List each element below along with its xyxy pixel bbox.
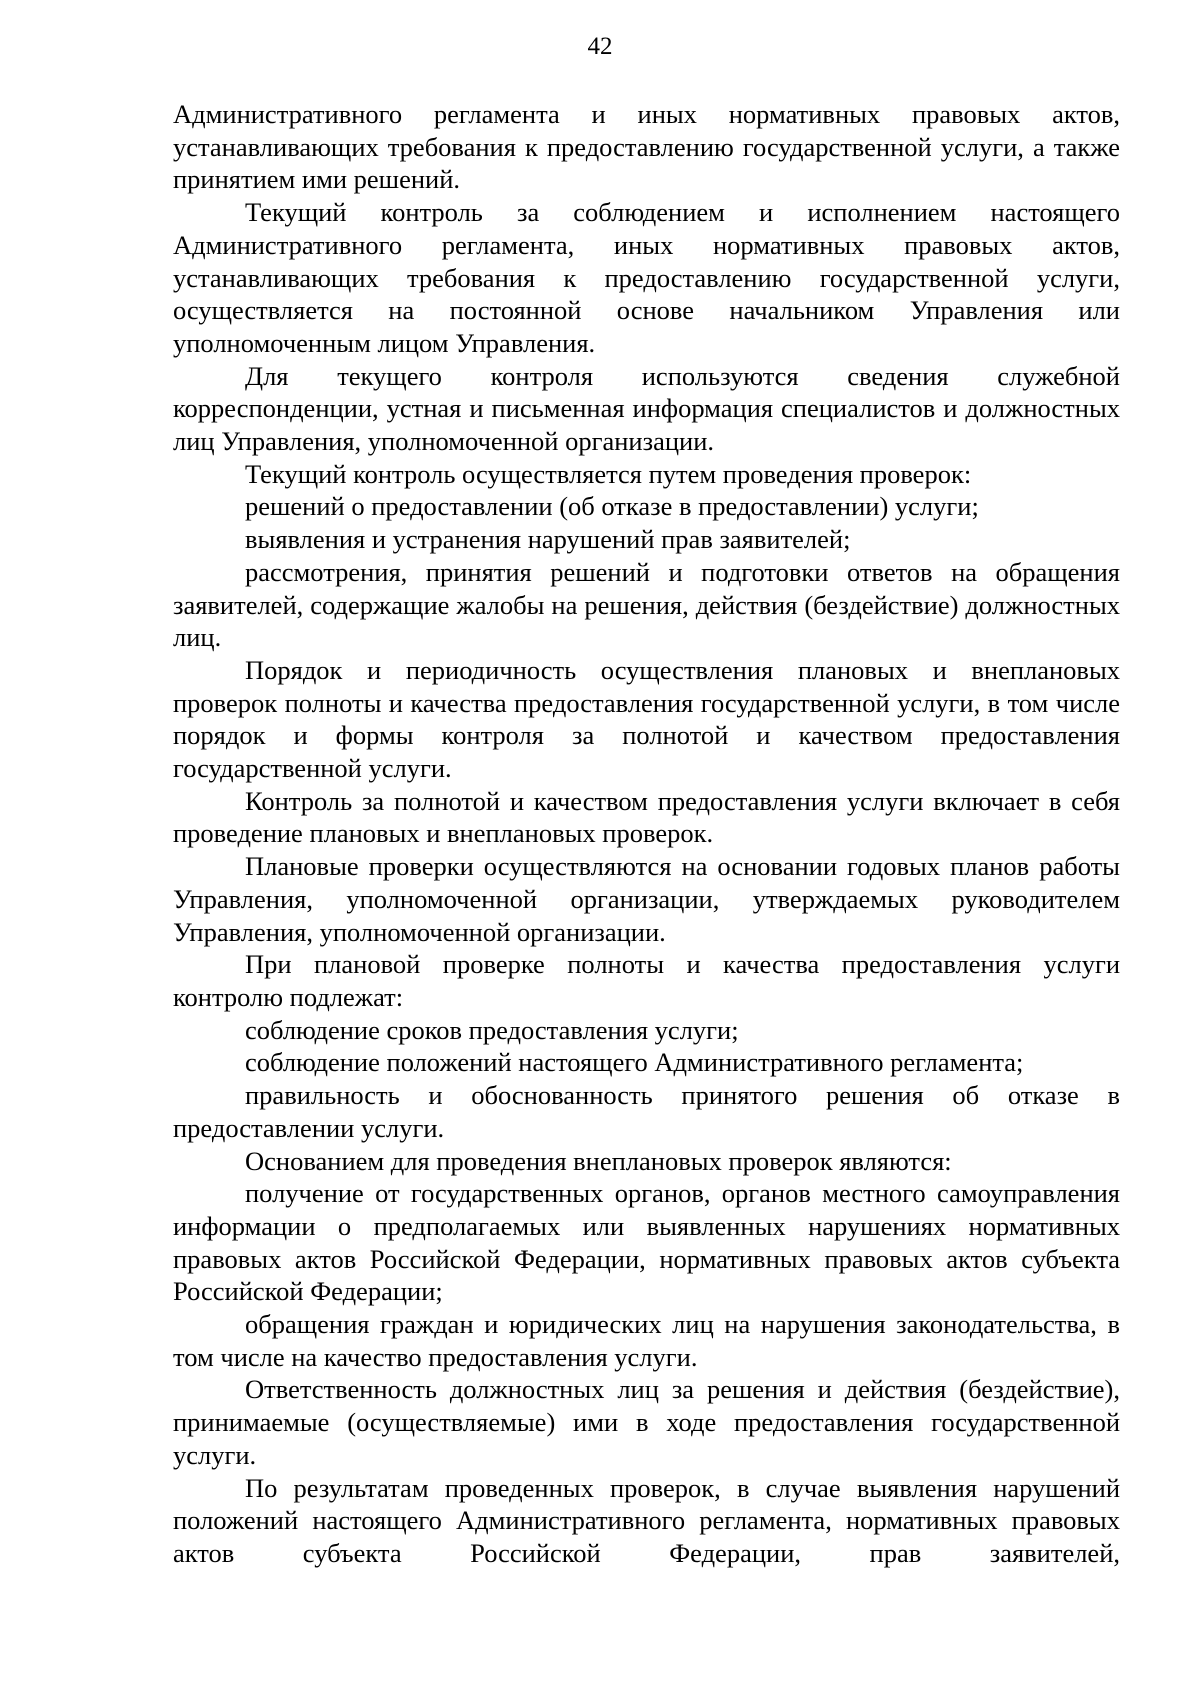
paragraph: Порядок и периодичность осуществления плановых и внеплановых проверок полноты и качества предоставления государственной услуги, в том числе порядок и формы контроля за полнотой и качеством предоставления государственной услуги. (173, 654, 1120, 784)
paragraph: рассмотрения, принятия решений и подготовки ответов на обращения заявителей, содержащие жалобы на решения, действия (бездействие) должностных лиц. (173, 556, 1120, 653)
paragraph: По результатам проведенных проверок, в случае выявления нарушений положений настоящего Административного регламента, нормативных правовых актов субъекта Российской Федерации, прав заявителей, (173, 1472, 1120, 1568)
paragraph: Ответственность должностных лиц за решения и действия (бездействие), принимаемые (осуществляемые) ими в ходе предоставления государственной услуги. (173, 1374, 1120, 1470)
paragraph: Контроль за полнотой и качеством предоставления услуги включает в себя проведение плановых и внеплановых проверок. (173, 785, 1120, 849)
paragraph-continuation: Административного регламента и иных нормативных правовых актов, устанавливающих требования к предоставлению государственной услуги, а также принятием ими решений. (173, 99, 1120, 195)
paragraph: Для текущего контроля используются сведения служебной корреспонденции, устная и письменная информация специалистов и должностных лиц Управления, уполномоченной организации. (173, 360, 1120, 457)
page-number: 42 (587, 33, 613, 60)
paragraph: правильность и обоснованность принятого решения об отказе в предоставлении услуги. (173, 1080, 1120, 1143)
document-body (173, 98, 1120, 1570)
paragraph: Плановые проверки осуществляются на основании годовых планов работы Управления, уполномоченной организации, утверждаемых руководителем Управления, уполномоченной организации. (173, 851, 1120, 947)
paragraph: Текущий контроль за соблюдением и исполнением настоящего Административного регламента, иных нормативных правовых актов, устанавливающих требования к предоставлению государственной услуги, осуществляется на постоянной основе начальником Управления или уполномоченным лицом Управления. (173, 197, 1120, 358)
paragraph: Текущий контроль осуществляется путем проведения проверок: (245, 458, 972, 489)
paragraph: выявления и устранения нарушений прав заявителей; (245, 524, 851, 555)
paragraph: При плановой проверке полноты и качества предоставления услуги контролю подлежат: (173, 949, 1120, 1012)
paragraph: соблюдение положений настоящего Административного регламента; (245, 1047, 1024, 1078)
paragraph: решений о предоставлении (об отказе в предоставлении) услуги; (245, 491, 979, 522)
paragraph: Основанием для проведения внеплановых проверок являются: (245, 1145, 952, 1176)
paragraph: соблюдение сроков предоставления услуги; (245, 1014, 739, 1045)
paragraph: получение от государственных органов, органов местного самоуправления информации о предполагаемых или выявленных нарушениях нормативных правовых актов Российской Федерации, нормативных правовых актов субъекта Российской Федерации; (173, 1178, 1120, 1307)
paragraph: обращения граждан и юридических лиц на нарушения законодательства, в том числе на качество предоставления услуги. (173, 1309, 1120, 1372)
